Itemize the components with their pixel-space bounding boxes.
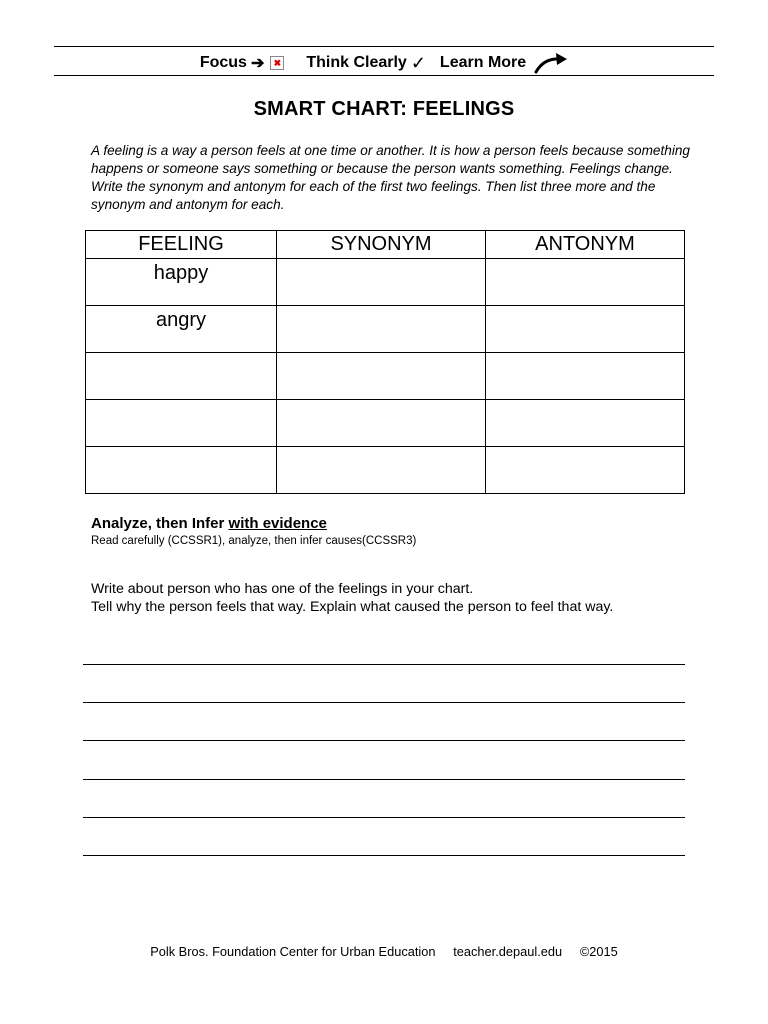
cell-text: [486, 306, 684, 309]
analyze-heading: [91, 515, 327, 532]
cell-text: [277, 353, 485, 356]
feeling-cell[interactable]: [86, 447, 277, 494]
think-label: Think Clearly: [306, 54, 407, 71]
header-top-rule: [54, 46, 714, 47]
writing-prompt: [91, 581, 613, 616]
cell-text: [86, 353, 276, 356]
cell-text: [486, 259, 684, 262]
analyze-heading-underlined: with evidence: [228, 515, 327, 532]
intro-paragraph: A feeling is a way a person feels at one time or another. It is how a person feels because something happens or someone says something or because the person wants something. Feelings change. Write the synonym and antonym for each of the first two feelings. Then list three more and the synonym and antonym for each.: [91, 143, 690, 212]
analyze-heading-plain: Analyze, then Infer: [91, 515, 229, 532]
focus-label: Focus: [199, 54, 247, 71]
column-header-synonym: SYNONYM: [277, 231, 486, 259]
header-bottom-rule: [54, 75, 714, 76]
table-row: [86, 400, 685, 447]
antonym-cell[interactable]: [486, 306, 685, 353]
synonym-cell[interactable]: [277, 306, 486, 353]
antonym-cell[interactable]: [486, 353, 685, 400]
cell-text: [486, 400, 684, 403]
synonym-cell[interactable]: [277, 259, 486, 306]
feeling-cell[interactable]: [86, 259, 277, 306]
cell-text: angry: [155, 309, 207, 331]
header-banner: [54, 50, 714, 76]
feeling-cell[interactable]: [86, 306, 277, 353]
cell-text: [486, 353, 684, 356]
right-arrow-icon: ➔: [250, 55, 265, 72]
writing-line[interactable]: [83, 664, 685, 665]
prompt-line-2: Tell why the person feels that way. Explain what caused the person to feel that way.: [91, 598, 614, 615]
column-header-antonym: ANTONYM: [486, 231, 685, 259]
table-row: [86, 353, 685, 400]
table-row: [86, 306, 685, 353]
synonym-cell[interactable]: [277, 353, 486, 400]
curved-arrow-icon: [534, 52, 568, 74]
cell-text: happy: [153, 262, 209, 284]
antonym-cell[interactable]: [486, 259, 685, 306]
writing-line[interactable]: [83, 740, 685, 741]
cell-text: [277, 400, 485, 403]
focus-item: [200, 53, 301, 73]
column-header-feeling: FEELING: [86, 231, 277, 259]
think-item: [306, 53, 434, 74]
learn-item: [440, 52, 568, 74]
table-row: [86, 259, 685, 306]
cell-text: [277, 306, 485, 309]
antonym-cell[interactable]: [486, 400, 685, 447]
learn-label: Learn More: [439, 54, 527, 71]
cell-text: [86, 400, 276, 403]
synonym-cell[interactable]: [277, 400, 486, 447]
writing-line[interactable]: [83, 702, 685, 703]
red-x-icon: ✖: [270, 56, 284, 70]
writing-line[interactable]: [83, 817, 685, 818]
analyze-subtext: Read carefully (CCSSR1), analyze, then infer causes(CCSSR3): [91, 535, 417, 547]
page-title: SMART CHART: FEELINGS: [253, 98, 515, 120]
table-row: [86, 447, 685, 494]
feeling-cell[interactable]: [86, 400, 277, 447]
cell-text: [277, 259, 485, 262]
checkmark-icon: ✓: [410, 52, 426, 73]
writing-line[interactable]: [83, 779, 685, 780]
feelings-chart: [85, 230, 685, 494]
footer-credit: Polk Bros. Foundation Center for Urban Education teacher.depaul.edu ©2015: [150, 944, 618, 959]
antonym-cell[interactable]: [486, 447, 685, 494]
prompt-line-1: Write about person who has one of the feelings in your chart.: [91, 581, 474, 597]
synonym-cell[interactable]: [277, 447, 486, 494]
writing-line[interactable]: [83, 855, 685, 856]
cell-text: [277, 447, 485, 450]
cell-text: [86, 447, 276, 450]
feeling-cell[interactable]: [86, 353, 277, 400]
chart-header-row: [86, 231, 685, 259]
cell-text: [486, 447, 684, 450]
